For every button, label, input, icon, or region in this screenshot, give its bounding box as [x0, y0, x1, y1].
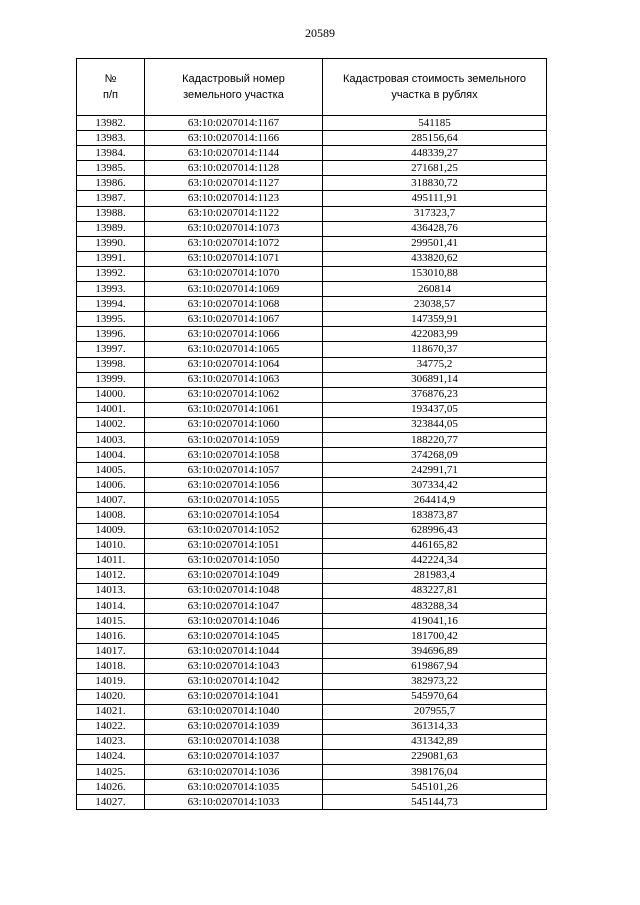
cadastral-number: 63:10:0207014:1038 — [145, 734, 323, 749]
cadastral-value: 433820,62 — [323, 251, 547, 266]
cadastral-value: 448339,27 — [323, 146, 547, 161]
cadastral-number: 63:10:0207014:1048 — [145, 583, 323, 598]
cadastral-number: 63:10:0207014:1060 — [145, 417, 323, 432]
cadastral-number: 63:10:0207014:1052 — [145, 523, 323, 538]
table-row — [77, 327, 547, 342]
cadastral-value: 422083,99 — [323, 327, 547, 342]
table-row — [77, 719, 547, 734]
cadastral-value: 34775,2 — [323, 357, 547, 372]
table-row — [77, 191, 547, 206]
cadastral-value: 495111,91 — [323, 191, 547, 206]
cadastral-number: 63:10:0207014:1123 — [145, 191, 323, 206]
cadastral-value: 299501,41 — [323, 236, 547, 251]
cadastral-number: 63:10:0207014:1071 — [145, 251, 323, 266]
table-body — [77, 116, 547, 810]
cadastral-value: 382973,22 — [323, 674, 547, 689]
cadastral-number: 63:10:0207014:1067 — [145, 312, 323, 327]
table-row — [77, 704, 547, 719]
row-number: 13985. — [77, 161, 145, 176]
table-row — [77, 689, 547, 704]
header-cadastral-value — [323, 59, 547, 116]
row-number: 14027. — [77, 795, 145, 810]
cadastral-value: 147359,91 — [323, 312, 547, 327]
cadastral-value: 23038,57 — [323, 297, 547, 312]
row-number: 14007. — [77, 493, 145, 508]
cadastral-number: 63:10:0207014:1061 — [145, 402, 323, 417]
table-row — [77, 297, 547, 312]
cadastral-value: 628996,43 — [323, 523, 547, 538]
cadastral-value: 483288,34 — [323, 599, 547, 614]
header-cadastral-number — [145, 59, 323, 116]
table-row — [77, 342, 547, 357]
cadastral-value: 436428,76 — [323, 221, 547, 236]
row-number: 14013. — [77, 583, 145, 598]
cadastral-value: 361314,33 — [323, 719, 547, 734]
table-row — [77, 538, 547, 553]
table-row — [77, 402, 547, 417]
cadastral-number: 63:10:0207014:1056 — [145, 478, 323, 493]
cadastral-number: 63:10:0207014:1073 — [145, 221, 323, 236]
table-row — [77, 734, 547, 749]
row-number: 14009. — [77, 523, 145, 538]
table-row — [77, 795, 547, 810]
cadastral-number: 63:10:0207014:1070 — [145, 266, 323, 281]
row-number: 14000. — [77, 387, 145, 402]
row-number: 14014. — [77, 599, 145, 614]
row-number: 14017. — [77, 644, 145, 659]
cadastral-value: 260814 — [323, 282, 547, 297]
row-number: 14003. — [77, 432, 145, 447]
cadastral-number: 63:10:0207014:1127 — [145, 176, 323, 191]
table-row — [77, 282, 547, 297]
cadastral-value: 242991,71 — [323, 463, 547, 478]
cadastral-value: 323844,05 — [323, 417, 547, 432]
row-number: 14022. — [77, 719, 145, 734]
cadastral-number: 63:10:0207014:1042 — [145, 674, 323, 689]
row-number: 14010. — [77, 538, 145, 553]
row-number: 14005. — [77, 463, 145, 478]
table-row — [77, 780, 547, 795]
header-number — [77, 59, 145, 116]
table-row — [77, 463, 547, 478]
row-number: 14015. — [77, 614, 145, 629]
row-number: 13992. — [77, 266, 145, 281]
table-row — [77, 357, 547, 372]
cadastral-value: 183873,87 — [323, 508, 547, 523]
cadastral-value: 619867,94 — [323, 659, 547, 674]
row-number: 14026. — [77, 780, 145, 795]
table-row — [77, 583, 547, 598]
cadastral-number: 63:10:0207014:1037 — [145, 749, 323, 764]
header-number-line-1: № — [104, 73, 117, 85]
table-row — [77, 448, 547, 463]
table-row — [77, 221, 547, 236]
cadastral-value: 376876,23 — [323, 387, 547, 402]
cadastral-number: 63:10:0207014:1039 — [145, 719, 323, 734]
row-number: 14002. — [77, 417, 145, 432]
row-number: 13991. — [77, 251, 145, 266]
table-row — [77, 674, 547, 689]
cadastral-value: 394696,89 — [323, 644, 547, 659]
cadastral-number: 63:10:0207014:1033 — [145, 795, 323, 810]
row-number: 13982. — [77, 116, 145, 131]
cadastral-value: 285156,64 — [323, 131, 547, 146]
table-row — [77, 387, 547, 402]
row-number: 14006. — [77, 478, 145, 493]
row-number: 13993. — [77, 282, 145, 297]
table-row — [77, 312, 547, 327]
cadastral-number: 63:10:0207014:1035 — [145, 780, 323, 795]
cadastral-number: 63:10:0207014:1047 — [145, 599, 323, 614]
cadastral-number: 63:10:0207014:1068 — [145, 297, 323, 312]
row-number: 13990. — [77, 236, 145, 251]
cadastral-value: 398176,04 — [323, 765, 547, 780]
header-value-line-2: участка в рублях — [391, 89, 478, 101]
table-row — [77, 417, 547, 432]
row-number: 13988. — [77, 206, 145, 221]
table-row — [77, 493, 547, 508]
cadastral-value: 545144,73 — [323, 795, 547, 810]
table-row — [77, 508, 547, 523]
table-row — [77, 553, 547, 568]
cadastral-number: 63:10:0207014:1044 — [145, 644, 323, 659]
cadastral-value: 541185 — [323, 116, 547, 131]
cadastral-value: 483227,81 — [323, 583, 547, 598]
cadastral-value: 229081,63 — [323, 749, 547, 764]
table-row — [77, 644, 547, 659]
header-cadastral-line-2: земельного участка — [183, 89, 284, 101]
row-number: 13996. — [77, 327, 145, 342]
cadastral-number: 63:10:0207014:1063 — [145, 372, 323, 387]
row-number: 13983. — [77, 131, 145, 146]
cadastral-number: 63:10:0207014:1062 — [145, 387, 323, 402]
cadastral-number: 63:10:0207014:1040 — [145, 704, 323, 719]
cadastral-number: 63:10:0207014:1144 — [145, 146, 323, 161]
header-row — [77, 59, 547, 116]
row-number: 14012. — [77, 568, 145, 583]
cadastral-number: 63:10:0207014:1072 — [145, 236, 323, 251]
cadastral-number: 63:10:0207014:1041 — [145, 689, 323, 704]
table-row — [77, 161, 547, 176]
cadastral-value: 271681,25 — [323, 161, 547, 176]
table-row — [77, 659, 547, 674]
table-row — [77, 131, 547, 146]
cadastral-number: 63:10:0207014:1066 — [145, 327, 323, 342]
cadastral-number: 63:10:0207014:1050 — [145, 553, 323, 568]
cadastral-number: 63:10:0207014:1055 — [145, 493, 323, 508]
cadastral-number: 63:10:0207014:1167 — [145, 116, 323, 131]
cadastral-number: 63:10:0207014:1045 — [145, 629, 323, 644]
row-number: 14020. — [77, 689, 145, 704]
cadastral-number: 63:10:0207014:1049 — [145, 568, 323, 583]
table-row — [77, 206, 547, 221]
cadastral-value: 307334,42 — [323, 478, 547, 493]
cadastral-number: 63:10:0207014:1057 — [145, 463, 323, 478]
cadastral-number: 63:10:0207014:1064 — [145, 357, 323, 372]
cadastral-number: 63:10:0207014:1054 — [145, 508, 323, 523]
header-cadastral-line-1: Кадастровый номер — [182, 73, 285, 85]
cadastral-value: 317323,7 — [323, 206, 547, 221]
table-row — [77, 599, 547, 614]
row-number: 13999. — [77, 372, 145, 387]
cadastral-number: 63:10:0207014:1051 — [145, 538, 323, 553]
table-row — [77, 765, 547, 780]
table-row — [77, 236, 547, 251]
cadastral-number: 63:10:0207014:1122 — [145, 206, 323, 221]
row-number: 13989. — [77, 221, 145, 236]
page-number: 20589 — [305, 26, 335, 40]
table-row — [77, 176, 547, 191]
table-row — [77, 523, 547, 538]
table-row — [77, 146, 547, 161]
cadastral-number: 63:10:0207014:1059 — [145, 432, 323, 447]
row-number: 14001. — [77, 402, 145, 417]
table-row — [77, 116, 547, 131]
cadastral-value: 374268,09 — [323, 448, 547, 463]
row-number: 13994. — [77, 297, 145, 312]
table-header — [77, 59, 547, 116]
cadastral-value: 318830,72 — [323, 176, 547, 191]
cadastral-value: 431342,89 — [323, 734, 547, 749]
row-number: 14019. — [77, 674, 145, 689]
row-number: 14024. — [77, 749, 145, 764]
cadastral-number: 63:10:0207014:1058 — [145, 448, 323, 463]
row-number: 14004. — [77, 448, 145, 463]
header-value-line-1: Кадастровая стоимость земельного — [343, 73, 526, 85]
cadastral-number: 63:10:0207014:1166 — [145, 131, 323, 146]
row-number: 14025. — [77, 765, 145, 780]
table-row — [77, 749, 547, 764]
row-number: 13997. — [77, 342, 145, 357]
row-number: 14011. — [77, 553, 145, 568]
row-number: 14016. — [77, 629, 145, 644]
cadastral-number: 63:10:0207014:1046 — [145, 614, 323, 629]
row-number: 13995. — [77, 312, 145, 327]
row-number: 13986. — [77, 176, 145, 191]
table-row — [77, 629, 547, 644]
table-row — [77, 266, 547, 281]
cadastral-value: 545970,64 — [323, 689, 547, 704]
row-number: 14021. — [77, 704, 145, 719]
cadastral-value: 446165,82 — [323, 538, 547, 553]
cadastral-value: 545101,26 — [323, 780, 547, 795]
table-row — [77, 432, 547, 447]
cadastral-value: 264414,9 — [323, 493, 547, 508]
table-row — [77, 568, 547, 583]
cadastral-value: 153010,88 — [323, 266, 547, 281]
table-row — [77, 478, 547, 493]
table-row — [77, 251, 547, 266]
cadastral-number: 63:10:0207014:1043 — [145, 659, 323, 674]
cadastral-value: 181700,42 — [323, 629, 547, 644]
header-number-line-2: п/п — [103, 89, 118, 101]
cadastral-value: 306891,14 — [323, 372, 547, 387]
row-number: 14023. — [77, 734, 145, 749]
table-row — [77, 372, 547, 387]
cadastral-value: 118670,37 — [323, 342, 547, 357]
cadastral-number: 63:10:0207014:1069 — [145, 282, 323, 297]
cadastral-number: 63:10:0207014:1065 — [145, 342, 323, 357]
row-number: 14008. — [77, 508, 145, 523]
row-number: 14018. — [77, 659, 145, 674]
cadastral-value: 281983,4 — [323, 568, 547, 583]
cadastral-value: 193437,05 — [323, 402, 547, 417]
row-number: 13984. — [77, 146, 145, 161]
cadastral-value: 188220,77 — [323, 432, 547, 447]
cadastral-value: 442224,34 — [323, 553, 547, 568]
cadastral-value: 207955,7 — [323, 704, 547, 719]
cadastral-value: 419041,16 — [323, 614, 547, 629]
cadastral-number: 63:10:0207014:1036 — [145, 765, 323, 780]
cadastral-number: 63:10:0207014:1128 — [145, 161, 323, 176]
table-row — [77, 614, 547, 629]
cadastral-value-table — [76, 58, 547, 810]
row-number: 13987. — [77, 191, 145, 206]
row-number: 13998. — [77, 357, 145, 372]
